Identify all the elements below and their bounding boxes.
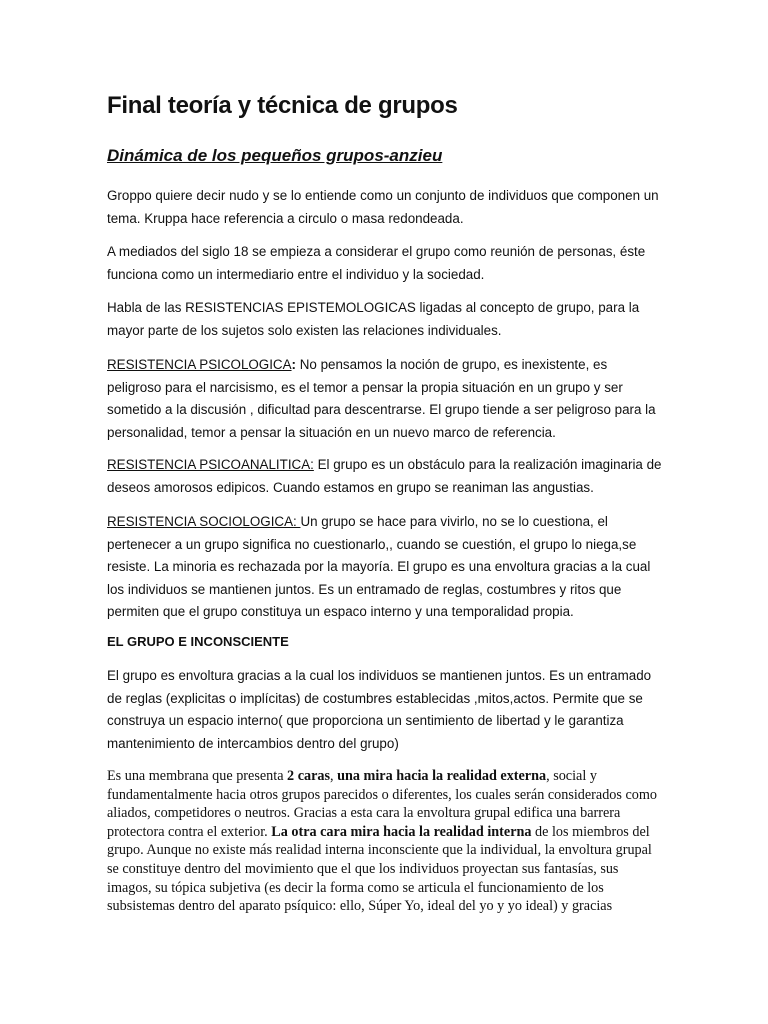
text-resistencia-sociologica: Un grupo se hace para vivirlo, no se lo cuestiona, el pertenecer a un grupo significa no cuestionarlo,, cuando se cuestión, el grupo lo niega,se resiste. La minoria es rechazada por la mayoría. El grupo es una envoltura gracias a la cual los individuos se mantienen juntos. Es un entramado de reglas, costumbres y ritos que permiten que el grupo constituya un espaco interno y una temporalidad propia.: [107, 514, 651, 620]
text-membrana-g: de los miembros del grupo. Aunque no existe más realidad interna inconsciente que la individual, la envoltura grupal se constituye dentro del movimiento que el que los individuos proyectan sus fantasías, sus imagos, su tópica subjetiva (es decir la forma como se articula el funcionamiento de los subsistemas dentro del aparato psíquico: ello, Súper Yo, ideal del yo y yo ideal) y gracias: [107, 823, 652, 915]
label-resistencia-psicologica: RESISTENCIA PSICOLOGICA: [107, 357, 292, 372]
text-realidad-interna: La otra cara mira hacia la realidad interna: [271, 823, 532, 840]
text-resistencia-psicologica: No pensamos la noción de grupo, es inexistente, es peligroso para el narcisismo, es el temor a pensar la propia situación en un grupo y ser sometido a la discusión , dificultad para descentrarse. El grupo tiende a ser peligroso para la personalidad, temor a pensar la situación en un nuevo marco de referencia.: [107, 357, 656, 440]
paragraph-resistencia-sociologica: [107, 511, 663, 624]
section-heading-grupo-inconsciente: EL GRUPO E INCONSCIENTE: [107, 634, 289, 649]
text-dos-caras: 2 caras: [287, 768, 330, 784]
paragraph-resistencias-epistemologicas: Habla de las RESISTENCIAS EPISTEMOLOGICAS ligadas al concepto de grupo, para la mayor parte de los sujetos solo existen las relaciones individuales.: [107, 300, 640, 338]
document-title: Final teoría y técnica de grupos: [107, 92, 458, 119]
paragraph-envoltura: El grupo es envoltura gracias a la cual los individuos se mantienen juntos. Es un entramado de reglas (explicitas o implícitas) de costumbres establecidas ,mitos,actos. Permite que se construya un espacio interno( que proporciona un sentimiento de libertad y le garantiza mantenimiento de intercambios dentro del grupo): [107, 668, 652, 751]
paragraph-siglo-18: A mediados del siglo 18 se empieza a considerar el grupo como reunión de personas, éste funciona como un intermediario entre el individuo y la sociedad.: [107, 244, 646, 282]
text-realidad-externa: una mira hacia la realidad externa: [337, 768, 547, 784]
paragraph-resistencia-psicoanalitica: [107, 454, 663, 499]
text-resistencia-psicoanalitica: El grupo es un obstáculo para la realización imaginaria de deseos amorosos edipicos. Cuando estamos en grupo se reaniman las angustias.: [107, 457, 662, 495]
paragraph-resistencia-psicologica: [107, 354, 663, 444]
label-colon: :: [291, 357, 297, 372]
label-resistencia-sociologica: RESISTENCIA SOCIOLOGICA:: [107, 514, 301, 529]
text-membrana-e: , social y fundamentalmente hacia otros grupos parecidos o diferentes, los cuales serán considerados como aliados, competidores o neutros. Gracias a esta cara la envoltura grupal edifica una barrera protectora contra el exterior.: [107, 768, 657, 840]
label-resistencia-psicoanalitica: RESISTENCIA PSICOANALITICA:: [107, 457, 314, 472]
paragraph-membrana: [107, 767, 663, 916]
text-membrana-c: ,: [330, 768, 338, 784]
document-subtitle: Dinámica de los pequeños grupos-anzieu: [107, 146, 443, 165]
paragraph-groppo: Groppo quiere decir nudo y se lo entiende como un conjunto de individuos que componen un tema. Kruppa hace referencia a circulo o masa redondeada.: [107, 188, 659, 226]
text-membrana-a: Es una membrana que presenta: [107, 768, 288, 784]
